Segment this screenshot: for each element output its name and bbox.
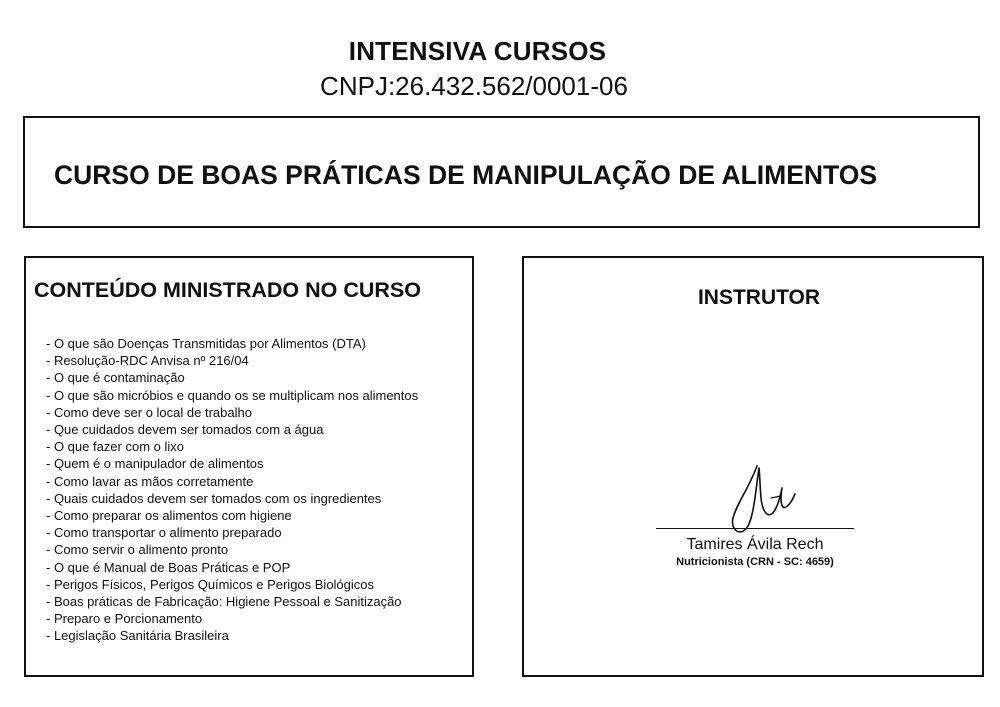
content-heading: CONTEÚDO MINISTRADO NO CURSO [34, 278, 421, 302]
company-cnpj: CNPJ:26.432.562/0001-06 [320, 71, 628, 101]
list-item: - Quais cuidados devem ser tomados com os ingredientes [46, 490, 382, 506]
list-item: - Legislação Sanitária Brasileira [46, 628, 229, 644]
list-item: - Como servir o alimento pronto [46, 542, 229, 558]
signature-image [719, 458, 809, 543]
list-item: - Como deve ser o local de trabalho [46, 404, 252, 420]
list-item: - Perigos Físicos, Perigos Químicos e Perigos Biológicos [46, 576, 375, 592]
company-name: INTENSIVA CURSOS [348, 36, 607, 66]
content-list [46, 335, 418, 645]
list-item: - Resolução-RDC Anvisa nº 216/04 [46, 353, 249, 369]
list-item: - O que é Manual de Boas Práticas e POP [46, 559, 291, 575]
signature-line [656, 528, 854, 529]
course-title: CURSO DE BOAS PRÁTICAS DE MANIPULAÇÃO DE ALIMENTOS [54, 160, 878, 190]
list-item: - Que cuidados devem ser tomados com a água [46, 422, 324, 438]
list-item: - Como lavar as mãos corretamente [46, 473, 254, 489]
instructor-name: Tamires Ávila Rech [686, 536, 824, 553]
instructor-box [522, 256, 984, 677]
list-item: - O que são micróbios e quando os se multiplicam nos alimentos [46, 387, 419, 403]
list-item: - Como transportar o alimento preparado [46, 525, 282, 541]
list-item: - O que é contaminação [46, 370, 185, 386]
list-item: - Quem é o manipulador de alimentos [46, 456, 264, 472]
list-item: - Como preparar os alimentos com higiene [46, 508, 292, 524]
course-content-box [24, 256, 474, 677]
list-item: - O que são Doenças Transmitidas por Alimentos (DTA) [46, 336, 366, 351]
course-title-box [23, 116, 980, 228]
instructor-heading: INSTRUTOR [697, 286, 821, 309]
instructor-role: Nutricionista (CRN - SC: 4659) [676, 556, 834, 568]
list-item: - Preparo e Porcionamento [46, 611, 203, 627]
list-item: - Boas práticas de Fabricação: Higiene Pessoal e Sanitização [46, 594, 402, 610]
list-item: - O que fazer com o lixo [46, 439, 184, 455]
